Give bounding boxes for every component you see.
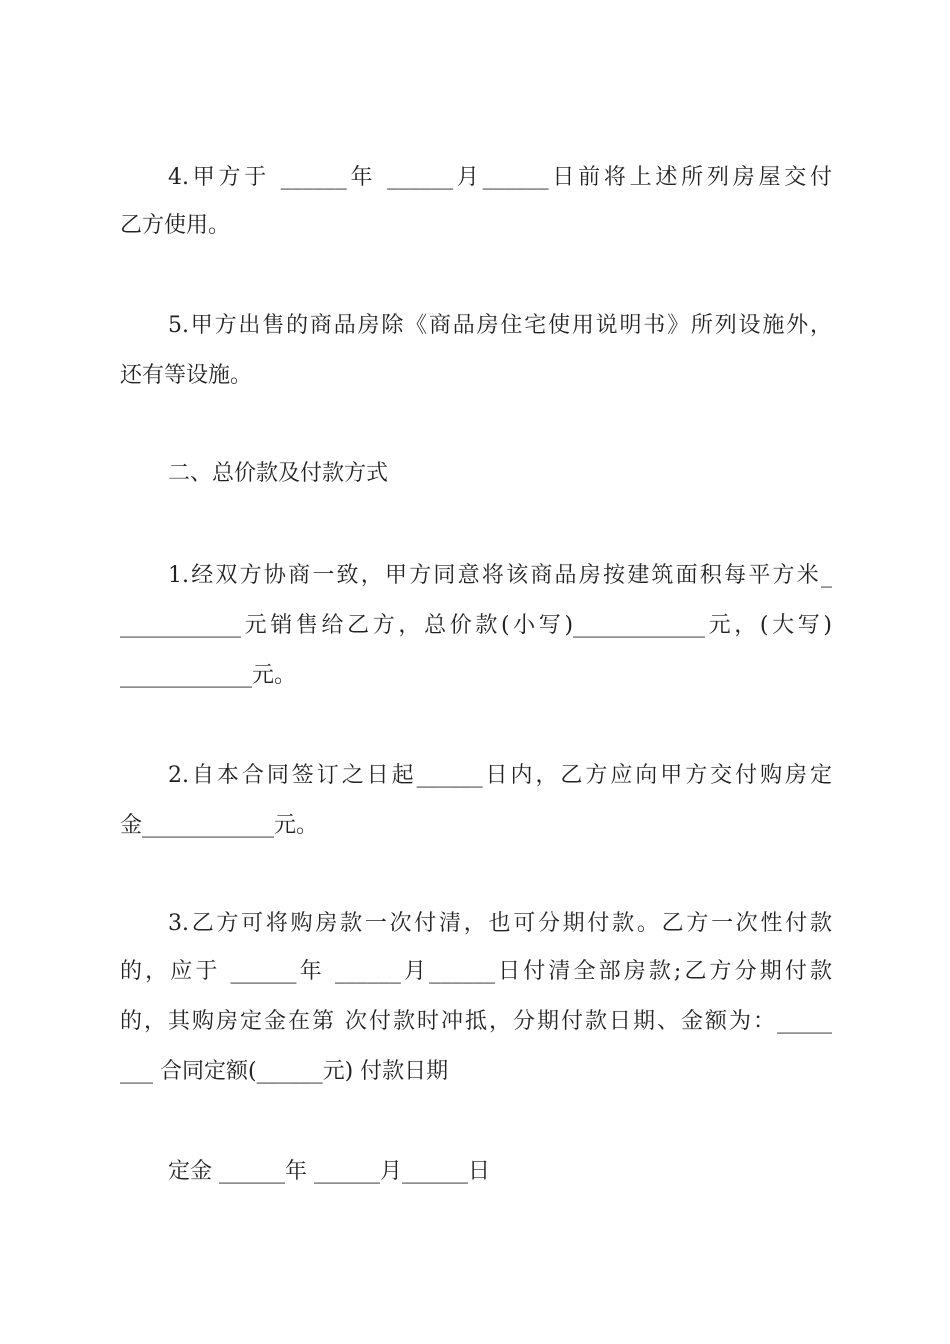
- section-2-clause-3-line-1: 3.乙方可将购房款一次付清，也可分期付款。乙方一次性付款: [168, 911, 832, 936]
- section-2-clause-1-line-3: ____________元。: [120, 663, 297, 688]
- section-2-clause-3-line-4: ___ 合同定额(______元) 付款日期: [120, 1059, 449, 1084]
- clause-4-line-1: 4.甲方于 ______年 ______月______日前将上述所列房屋交付: [168, 165, 832, 190]
- clause-5-line-1: 5.甲方出售的商品房除《商品房住宅使用说明书》所列设施外，: [168, 313, 832, 338]
- deposit-row: 定金 ______年 ______月______日: [168, 1159, 490, 1184]
- section-2-clause-3-line-3: 的，其购房定金在第 次付款时冲抵，分期付款日期、金额为：_____: [120, 1009, 832, 1034]
- section-2-clause-1-line-1: 1.经双方协商一致，甲方同意将该商品房按建筑面积每平方米_: [168, 563, 832, 588]
- section-2-heading: 二、总价款及付款方式: [168, 461, 389, 486]
- section-2-clause-3-line-2: 的，应于 ______年 ______月______日付清全部房款;乙方分期付款: [120, 959, 832, 984]
- section-2-clause-1-line-2: ___________元销售给乙方，总价款(小写)____________元，(大写): [120, 613, 832, 638]
- section-2-clause-2-line-2: 金____________元。: [120, 813, 319, 838]
- section-2-clause-2-line-1: 2.自本合同签订之日起______日内，乙方应向甲方交付购房定: [168, 763, 832, 788]
- clause-5-line-2: 还有等设施。: [120, 363, 253, 388]
- clause-4-line-2: 乙方使用。: [120, 213, 231, 238]
